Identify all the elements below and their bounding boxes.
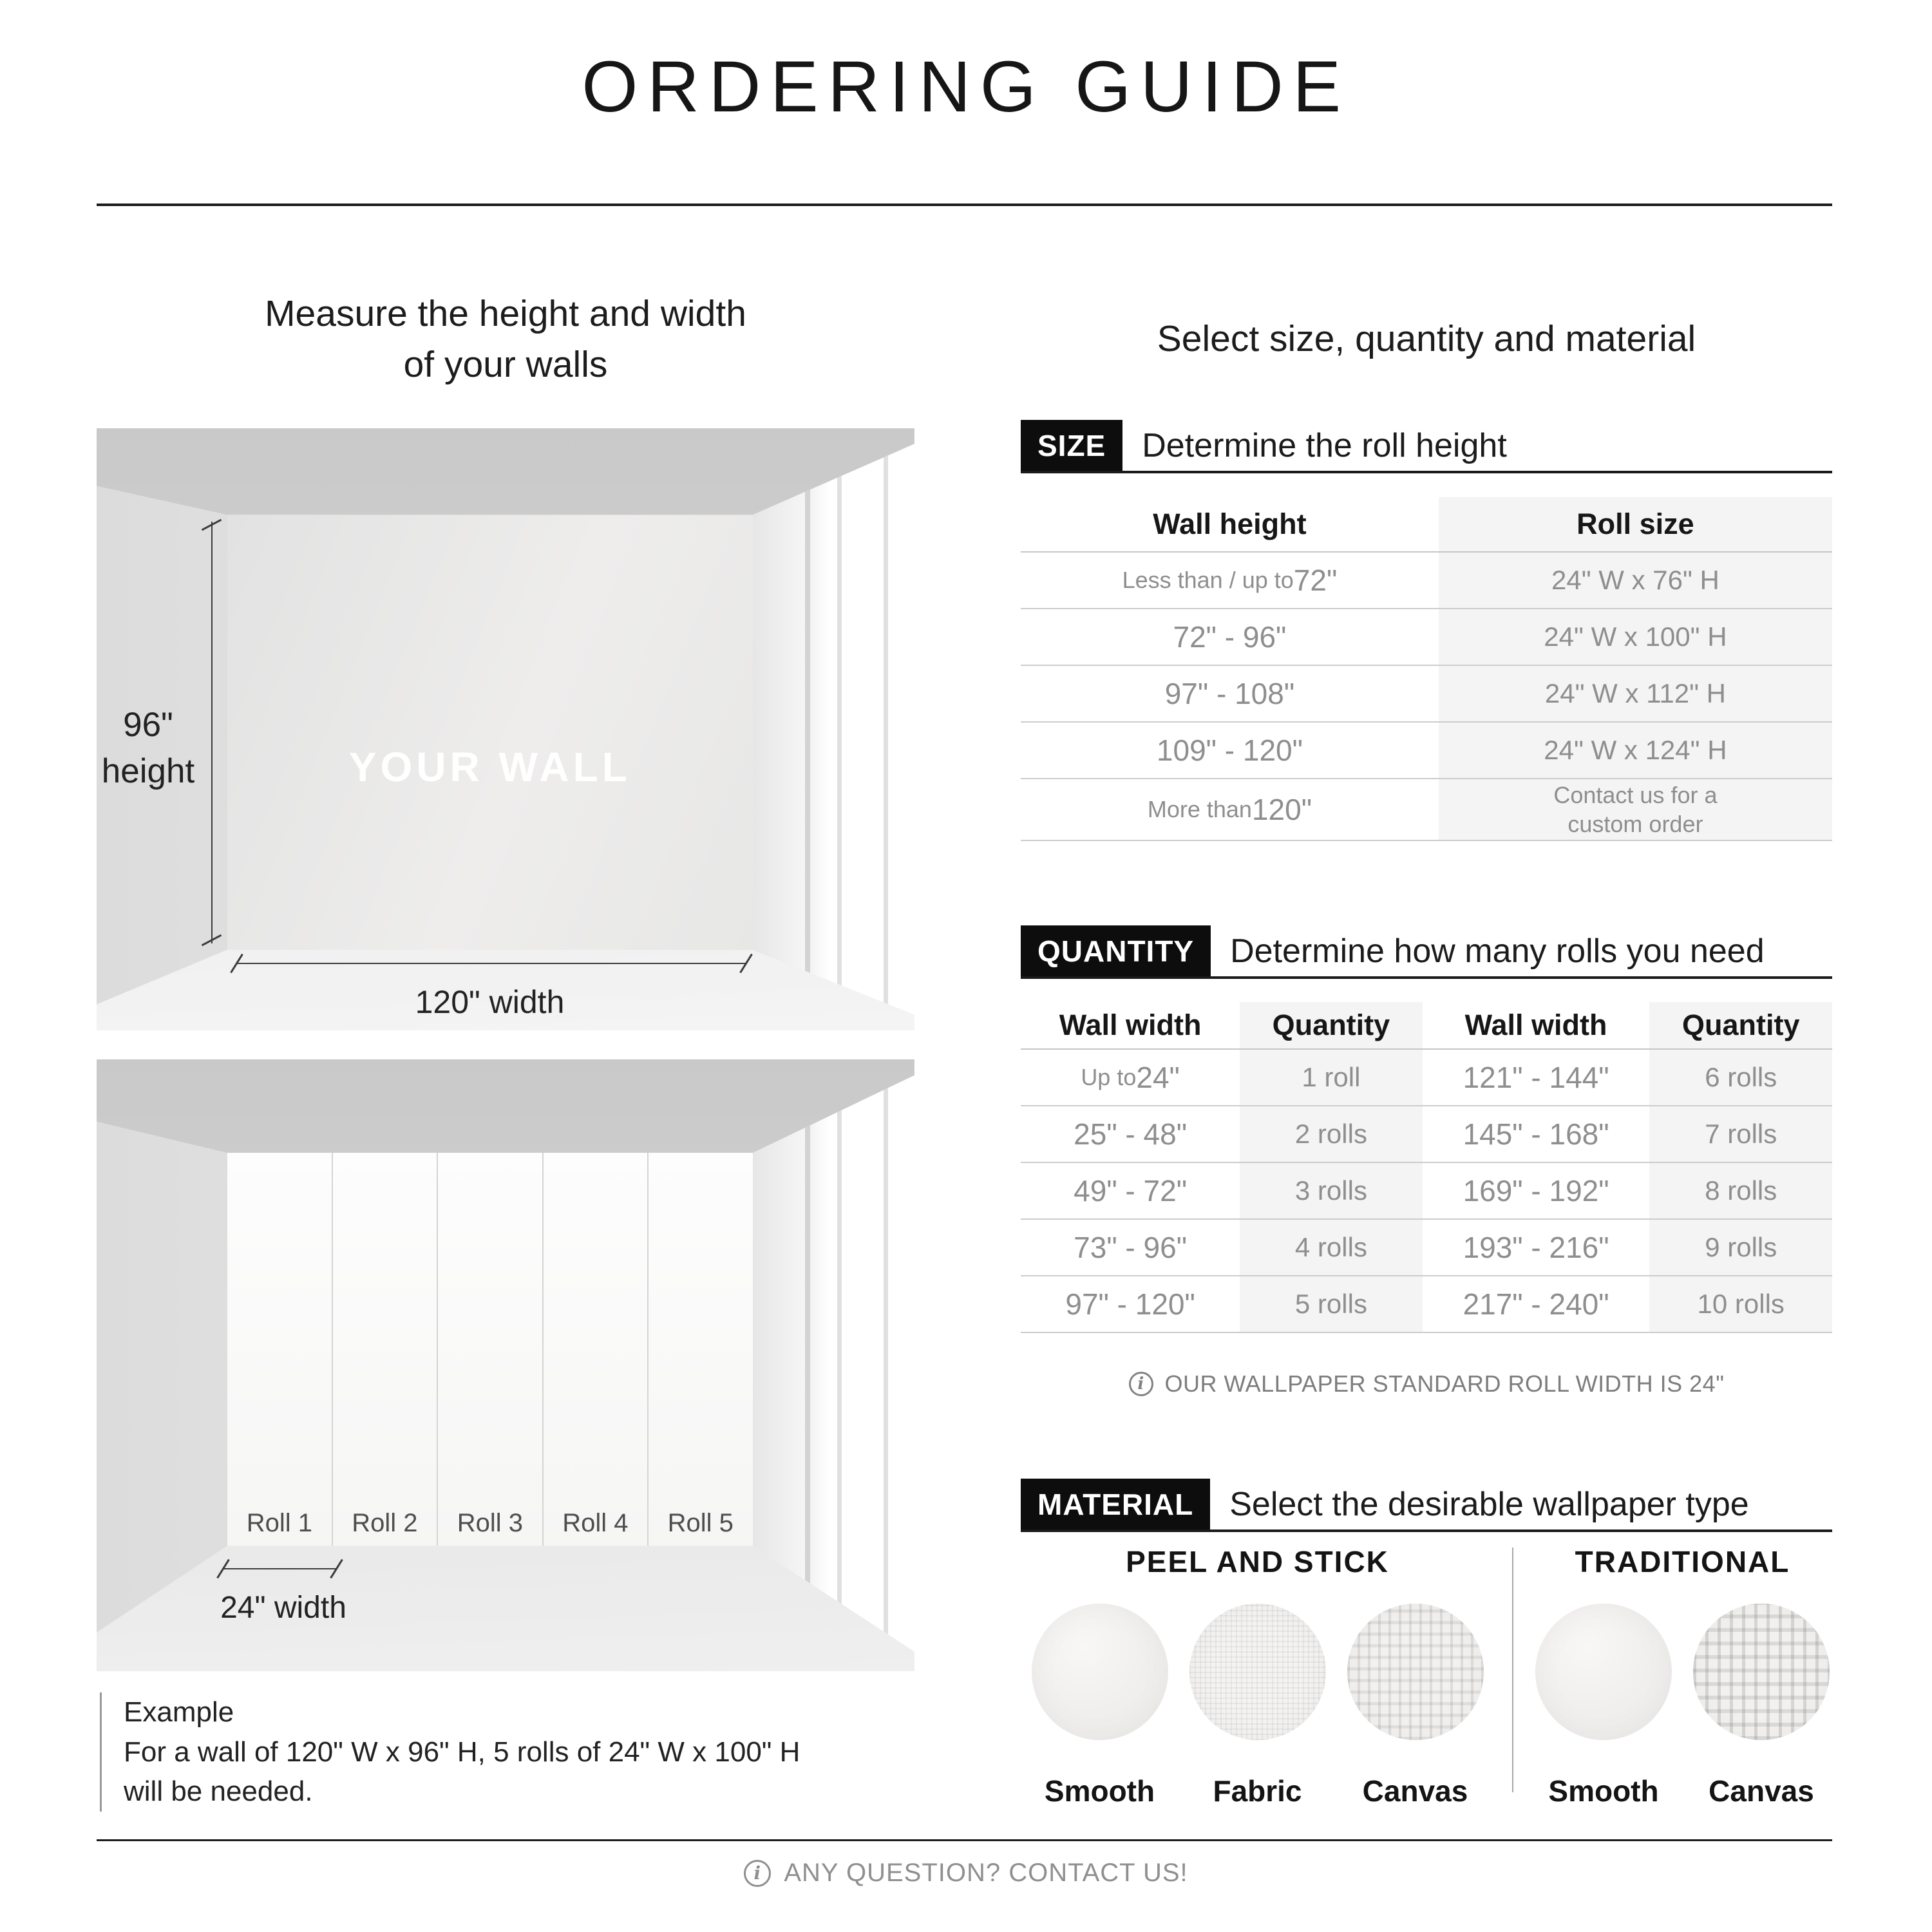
- quantity-table-row: [1021, 1106, 1832, 1163]
- quantity-section-header: [1021, 925, 1832, 979]
- wall-width-cell: 169" - 192": [1463, 1174, 1609, 1208]
- swatch-fabric: [1189, 1604, 1326, 1808]
- quantity-table-header-row: [1021, 1002, 1832, 1050]
- wall-width-cell: Up to 24": [1081, 1061, 1180, 1094]
- roll-panel: [544, 1153, 649, 1546]
- roll-label: Roll 1: [246, 1509, 313, 1538]
- header-divider: [97, 204, 1832, 206]
- quantity-badge: QUANTITY: [1021, 925, 1211, 976]
- canvas-texture-swatch: [1347, 1604, 1484, 1740]
- fabric-texture-swatch: [1189, 1604, 1326, 1740]
- quantity-table-row: [1021, 1220, 1832, 1276]
- width-dimension-line: [237, 963, 746, 964]
- info-icon: [744, 1860, 771, 1887]
- wall-height-cell: 97" - 108": [1164, 677, 1295, 710]
- example-line2: will be needed.: [124, 1776, 313, 1808]
- your-wall-label: YOUR WALL: [348, 744, 631, 791]
- quantity-cell: 7 rolls: [1649, 1106, 1832, 1162]
- swatch-label: Canvas: [1709, 1774, 1814, 1808]
- size-col-wall-height: Wall height: [1153, 507, 1307, 540]
- swatch-smooth: [1032, 1604, 1168, 1808]
- footer-divider: [97, 1839, 1832, 1841]
- swatch-row: [1021, 1604, 1494, 1808]
- window-pillar: [752, 428, 810, 1030]
- roll-width-dimension-line: [223, 1568, 336, 1569]
- window-glass: [810, 428, 914, 1030]
- left-column-heading: [97, 289, 914, 390]
- window-mullion: [884, 1059, 888, 1671]
- swatch-label: Smooth: [1044, 1774, 1155, 1808]
- roll-panel: [333, 1153, 438, 1546]
- room-illustration-rolls: [97, 1059, 914, 1671]
- roll-panel: [227, 1153, 332, 1546]
- right-column-heading: Select size, quantity and material: [1157, 318, 1696, 359]
- window-mullion: [837, 428, 842, 1030]
- example-heading: Example: [124, 1696, 234, 1728]
- wall-height-cell: 109" - 120": [1156, 734, 1303, 767]
- wall-width-cell: 97" - 120": [1065, 1287, 1195, 1321]
- roll-panel: [649, 1153, 752, 1546]
- wall-height-cell: More than 120": [1147, 793, 1312, 826]
- roll-size-cell: 24" W x 124" H: [1439, 723, 1832, 778]
- footer-contact-note: [0, 1859, 1932, 1888]
- quantity-table-row: [1021, 1163, 1832, 1220]
- left-heading-line1: Measure the height and width: [265, 293, 746, 334]
- roll-size-cell: Contact us for a custom order: [1439, 779, 1832, 840]
- height-dimension-label: 96" height: [101, 706, 195, 790]
- quantity-cell: 6 rolls: [1649, 1050, 1832, 1105]
- swatch-row: [1533, 1604, 1832, 1808]
- window-mullion: [884, 428, 888, 1030]
- smooth-texture-swatch: [1032, 1604, 1168, 1740]
- size-table: [1021, 497, 1832, 841]
- material-group-traditional: [1533, 1544, 1832, 1808]
- material-group-peel-and-stick: [1021, 1544, 1494, 1808]
- quantity-cell: 3 rolls: [1240, 1163, 1423, 1218]
- swatch-canvas: [1347, 1604, 1484, 1808]
- size-section-header: [1021, 420, 1832, 473]
- size-table-row: [1021, 553, 1832, 609]
- size-table-header-row: [1021, 497, 1832, 553]
- roll-label: Roll 4: [562, 1509, 629, 1538]
- size-section-title: Determine the roll height: [1142, 427, 1507, 464]
- material-group-title: TRADITIONAL: [1575, 1545, 1790, 1578]
- roll-strip: [227, 1153, 752, 1546]
- example-line1: For a wall of 120" W x 96" H, 5 rolls of 24" W x 100" H: [124, 1736, 800, 1768]
- quantity-cell: 2 rolls: [1240, 1106, 1423, 1162]
- info-icon: [1129, 1372, 1153, 1396]
- size-table-row: [1021, 779, 1832, 841]
- size-col-roll-size: Roll size: [1439, 497, 1832, 551]
- qty-col-wall-width: Wall width: [1464, 1009, 1607, 1041]
- quantity-cell: 10 rolls: [1649, 1276, 1832, 1332]
- size-table-row: [1021, 666, 1832, 723]
- material-options: [1021, 1544, 1832, 1808]
- qty-col-quantity: Quantity: [1649, 1002, 1832, 1048]
- quantity-table-row: [1021, 1050, 1832, 1106]
- material-group-divider: [1512, 1548, 1513, 1792]
- wall-width-cell: 25" - 48": [1074, 1117, 1188, 1151]
- roll-label: Roll 3: [457, 1509, 523, 1538]
- roll-size-cell: 24" W x 76" H: [1439, 553, 1832, 608]
- swatch-smooth: [1535, 1604, 1672, 1808]
- roll-label: Roll 5: [667, 1509, 734, 1538]
- rolls-wall-surface: [227, 1153, 752, 1546]
- wall-width-cell: 49" - 72": [1074, 1174, 1188, 1208]
- quantity-cell: 4 rolls: [1240, 1220, 1423, 1275]
- window-mullion: [837, 1059, 842, 1671]
- swatch-canvas: [1693, 1604, 1830, 1808]
- size-table-row: [1021, 723, 1832, 779]
- left-heading-line2: of your walls: [403, 343, 608, 385]
- roll-width-note-text: OUR WALLPAPER STANDARD ROLL WIDTH IS 24": [1164, 1370, 1725, 1397]
- quantity-cell: 5 rolls: [1240, 1276, 1423, 1332]
- width-dimension-label: 120" width: [415, 984, 565, 1020]
- quantity-section-title: Determine how many rolls you need: [1230, 933, 1765, 970]
- size-badge: SIZE: [1021, 420, 1122, 471]
- material-section-header: [1021, 1479, 1832, 1532]
- wall-height-cell: 72" - 96": [1173, 620, 1287, 654]
- quantity-cell: 1 roll: [1240, 1050, 1423, 1105]
- wall-width-cell: 217" - 240": [1463, 1287, 1609, 1321]
- wall-width-cell: 121" - 144": [1463, 1061, 1609, 1094]
- wall-width-cell: 73" - 96": [1074, 1231, 1188, 1264]
- swatch-label: Canvas: [1362, 1774, 1468, 1808]
- wall-width-cell: 193" - 216": [1463, 1231, 1609, 1264]
- quantity-cell: 8 rolls: [1649, 1163, 1832, 1218]
- material-section-title: Select the desirable wallpaper type: [1229, 1486, 1749, 1523]
- swatch-label: Fabric: [1213, 1774, 1302, 1808]
- page-title: ORDERING GUIDE: [582, 46, 1350, 127]
- canvas-texture-swatch: [1693, 1604, 1830, 1740]
- room-illustration-your-wall: [97, 428, 914, 1030]
- quantity-table-row: [1021, 1276, 1832, 1333]
- material-group-title: PEEL AND STICK: [1126, 1545, 1389, 1578]
- roll-size-cell: 24" W x 100" H: [1439, 609, 1832, 665]
- wall-height-cell: Less than / up to 72": [1122, 564, 1338, 597]
- qty-col-quantity: Quantity: [1240, 1002, 1423, 1048]
- smooth-texture-swatch: [1535, 1604, 1672, 1740]
- example-block: [100, 1692, 918, 1812]
- footer-contact-text: ANY QUESTION? CONTACT US!: [784, 1859, 1188, 1887]
- roll-width-dimension-label: 24" width: [220, 1591, 346, 1625]
- window-glass: [810, 1059, 914, 1671]
- quantity-table: [1021, 1002, 1832, 1333]
- roll-panel: [438, 1153, 543, 1546]
- swatch-label: Smooth: [1548, 1774, 1659, 1808]
- quantity-cell: 9 rolls: [1649, 1220, 1832, 1275]
- roll-label: Roll 2: [352, 1509, 418, 1538]
- size-table-row: [1021, 609, 1832, 666]
- wall-width-cell: 145" - 168": [1463, 1117, 1609, 1151]
- roll-width-note: [1021, 1370, 1832, 1397]
- qty-col-wall-width: Wall width: [1059, 1009, 1202, 1041]
- roll-size-cell: 24" W x 112" H: [1439, 666, 1832, 721]
- material-badge: MATERIAL: [1021, 1479, 1210, 1530]
- your-wall-surface: [227, 515, 752, 950]
